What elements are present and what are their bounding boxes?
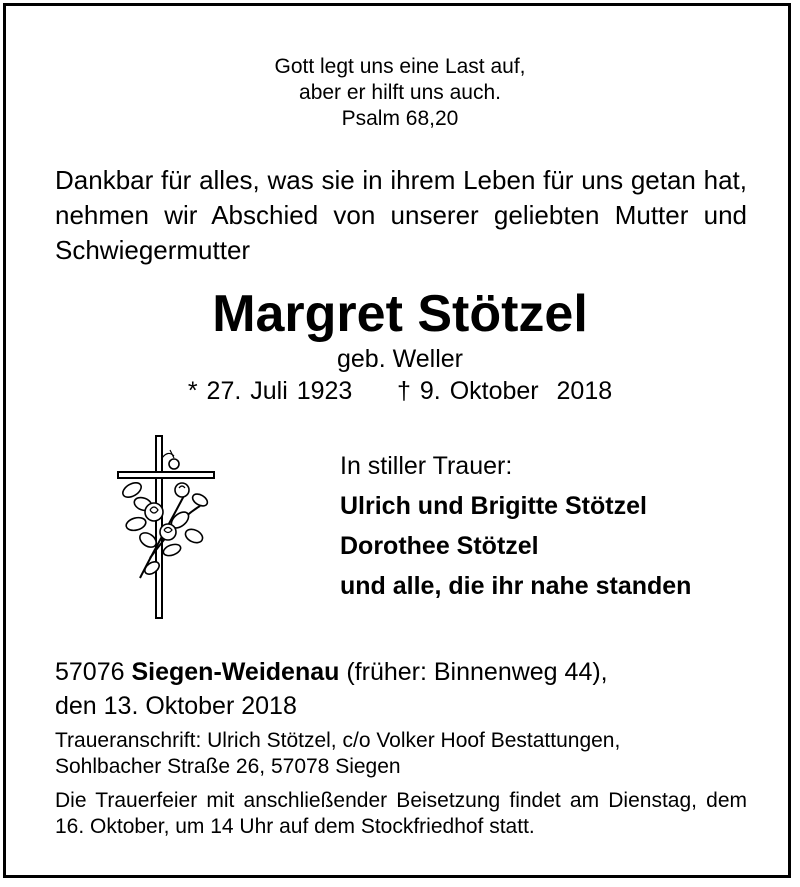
place-line xyxy=(55,655,608,689)
mourner-name: Dorothee Stötzel xyxy=(340,532,539,560)
motto-source: Psalm 68,20 xyxy=(341,107,459,130)
mourning-address xyxy=(55,728,747,780)
place-and-date xyxy=(55,655,608,723)
motto-line: Gott legt uns eine Last auf, xyxy=(274,55,526,78)
psalm-motto xyxy=(0,54,800,132)
ceremony-text: Die Trauerfeier mit anschließender Beisetzung findet am Dienstag, dem 16. Oktober, um 14 Uhr auf dem Stockfriedhof statt. xyxy=(55,789,747,838)
mourner-name: Ulrich und Brigitte Stötzel xyxy=(340,492,647,520)
life-dates xyxy=(0,376,800,406)
deceased-name: Margret Stötzel xyxy=(212,285,588,343)
address-line: Traueranschrift: Ulrich Stötzel, c/o Volker Hoof Bestattungen, xyxy=(55,729,621,752)
town: Siegen-Weidenau xyxy=(131,658,340,686)
intro-text: Dankbar für alles, was sie in ihrem Leben für uns getan hat, nehmen wir Abschied von unserer geliebten Mutter und Schwiegermutter xyxy=(55,165,747,265)
notice-date: den 13. Oktober 2018 xyxy=(55,692,297,720)
mourners-block xyxy=(340,446,691,606)
motto-line: aber er hilft uns auch. xyxy=(299,81,501,104)
death-date: † 9. Oktober 2018 xyxy=(397,377,613,405)
cross-with-roses-icon xyxy=(110,428,220,620)
maiden-name: geb. Weller xyxy=(337,345,463,373)
birth-date: * 27. Juli 1923 xyxy=(187,377,353,405)
mourner-name: und alle, die ihr nahe standen xyxy=(340,572,692,600)
former-address: (früher: Binnenweg 44), xyxy=(346,658,608,686)
postcode: 57076 xyxy=(55,658,125,686)
address-line: Sohlbacher Straße 26, 57078 Siegen xyxy=(55,755,401,778)
mourners-heading: In stiller Trauer: xyxy=(340,452,513,480)
